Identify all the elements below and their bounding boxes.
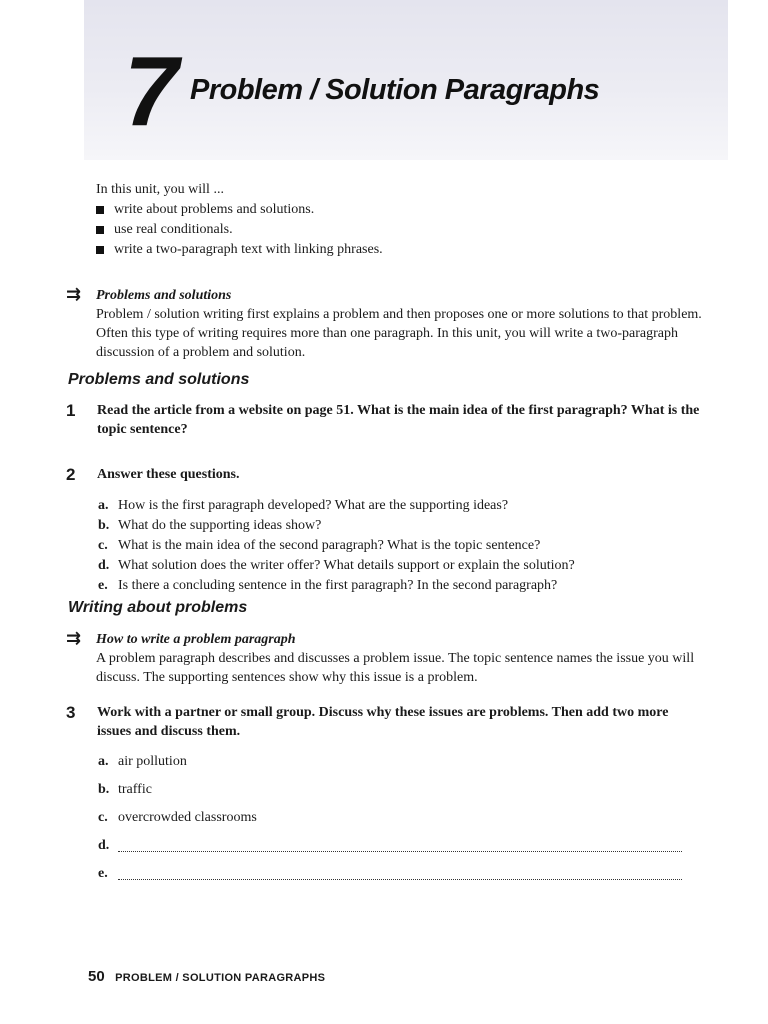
exercise-number: 3	[66, 703, 76, 722]
issue-list	[98, 753, 706, 893]
exercise-instruction: Work with a partner or small group. Discuss why these issues are problems. Then add two more issues and discuss them.	[97, 705, 669, 739]
page-number: 50	[88, 968, 105, 985]
issue-item: c. overcrowded classrooms	[98, 810, 257, 825]
question-item: b. What do the supporting ideas show?	[98, 518, 322, 533]
question-list	[98, 496, 706, 595]
arrow-tip-icon: ⇉	[66, 628, 82, 649]
objective-item: write a two-paragraph text with linking phrases.	[96, 240, 383, 260]
section-heading-writing-problems: Writing about problems	[68, 599, 248, 616]
exercise-instruction: Read the article from a website on page 51. What is the main idea of the first paragraph? What is the topic sentence?	[97, 403, 700, 437]
answer-line[interactable]	[118, 867, 682, 880]
info-box-text: A problem paragraph describes and discusses a problem issue. The topic sentence names the issue you will discuss. The supporting sentences show why this issue is a problem.	[96, 651, 695, 685]
issue-blank-item: d.	[98, 837, 706, 865]
info-box-title: Problems and solutions	[96, 288, 232, 303]
arrow-tip-icon: ⇉	[66, 284, 82, 305]
square-bullet-icon	[96, 246, 104, 254]
issue-item: a. air pollution	[98, 754, 187, 769]
info-box-problems-solutions	[66, 286, 706, 362]
exercise-instruction: Answer these questions.	[97, 467, 240, 482]
objectives-lead: In this unit, you will ...	[96, 182, 224, 197]
info-box-text: Problem / solution writing first explains a problem and then proposes one or more solutions to that problem. Often this type of writing requires more than one paragraph. In this unit, you will write a two-paragraph discussion of a problem and solution.	[96, 307, 702, 360]
question-item: c. What is the main idea of the second paragraph? What is the topic sentence?	[98, 538, 541, 553]
section-heading-problems-solutions: Problems and solutions	[68, 371, 250, 388]
objective-item: write about problems and solutions.	[96, 200, 383, 220]
unit-objectives	[96, 180, 383, 260]
info-box-problem-paragraph	[66, 630, 706, 687]
issue-item: b. traffic	[98, 782, 152, 797]
square-bullet-icon	[96, 206, 104, 214]
page-footer	[88, 968, 325, 986]
question-item: d. What solution does the writer offer? What details support or explain the solution?	[98, 558, 575, 573]
question-item: e. Is there a concluding sentence in the first paragraph? In the second paragraph?	[98, 578, 558, 593]
objectives-list	[96, 200, 383, 260]
running-footer-title: PROBLEM / SOLUTION PARAGRAPHS	[115, 972, 326, 984]
exercise-2	[66, 465, 706, 596]
issue-blank-item: e.	[98, 865, 706, 893]
exercise-3	[66, 703, 706, 893]
unit-number: 7	[124, 36, 179, 146]
question-item: a. How is the first paragraph developed? What are the supporting ideas?	[98, 498, 509, 513]
exercise-number: 1	[66, 401, 76, 420]
exercise-1	[66, 401, 706, 439]
unit-title: Problem / Solution Paragraphs	[190, 74, 600, 106]
objective-item: use real conditionals.	[96, 220, 383, 240]
info-box-title: How to write a problem paragraph	[96, 632, 296, 647]
square-bullet-icon	[96, 226, 104, 234]
exercise-number: 2	[66, 465, 76, 484]
answer-line[interactable]	[118, 839, 682, 852]
